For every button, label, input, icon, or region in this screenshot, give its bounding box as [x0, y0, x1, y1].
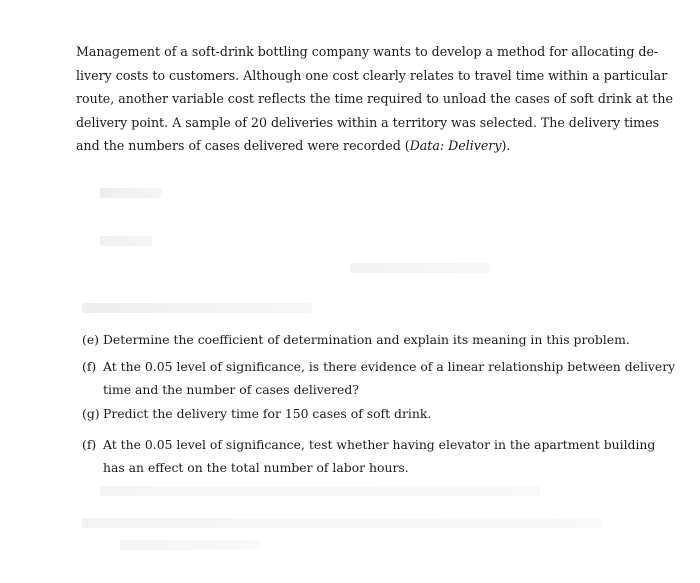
question-f-elevator: [82, 433, 655, 479]
statement-line: Management of a soft-drink bottling company wants to develop a method for allocating de-: [76, 44, 659, 59]
problem-statement: [76, 40, 673, 158]
question-text: Determine the coefficient of determination and explain its meaning in this problem.: [103, 332, 630, 347]
faded-text-remnant: [82, 303, 312, 313]
faded-text-remnant: [350, 263, 490, 273]
faded-text-remnant: [100, 486, 540, 496]
question-text-continued: has an effect on the total number of labor hours.: [103, 460, 409, 475]
faded-text-remnant: [82, 518, 602, 528]
question-e: [82, 328, 630, 351]
statement-line-last: and the numbers of cases delivered were recorded (Data: Delivery).: [76, 138, 511, 153]
question-text: At the 0.05 level of significance, test whether having elevator in the apartment building: [103, 437, 656, 452]
question-f: [82, 355, 675, 401]
statement-line: delivery point. A sample of 20 deliveries within a territory was selected. The delivery times: [76, 114, 660, 130]
question-label: (g): [82, 406, 100, 421]
question-text-continued: time and the number of cases delivered?: [103, 382, 359, 397]
question-label: (f): [82, 437, 97, 452]
faded-text-remnant: [100, 188, 162, 198]
statement-line: livery costs to customers. Although one cost clearly relates to travel time within a particular: [76, 67, 668, 83]
data-reference-label: Data:: [409, 138, 445, 153]
question-text: Predict the delivery time for 150 cases of soft drink.: [103, 406, 432, 421]
data-reference-name: Delivery: [448, 138, 502, 153]
statement-line-text: and the numbers of cases delivered were recorded: [76, 138, 401, 153]
question-g: [82, 402, 431, 425]
faded-text-remnant: [120, 540, 260, 550]
question-label: (e): [82, 332, 100, 347]
statement-line: route, another variable cost reflects the time required to unload the cases of soft drink at the: [76, 91, 673, 106]
faded-text-remnant: [100, 236, 152, 246]
question-label: (f): [82, 359, 97, 374]
question-text: At the 0.05 level of significance, is there evidence of a linear relationship between delivery: [103, 359, 676, 374]
